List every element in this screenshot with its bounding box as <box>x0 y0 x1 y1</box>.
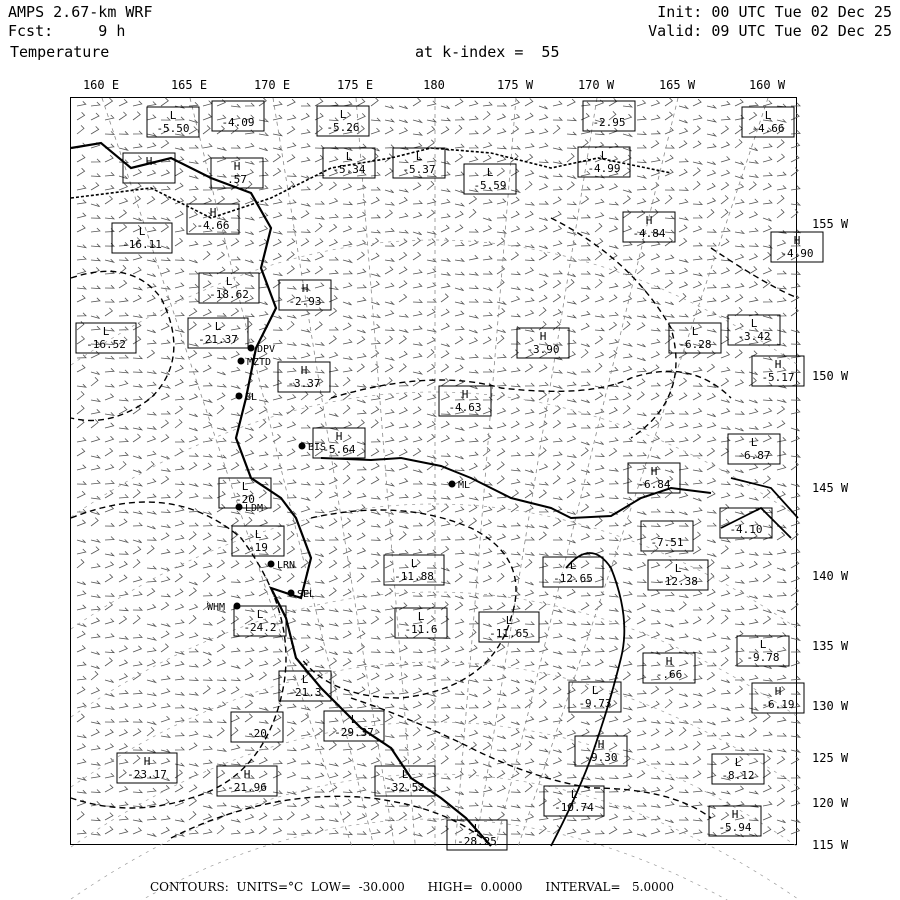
forecast-hour: Fcst: 9 h <box>8 22 126 40</box>
station-marker <box>236 393 243 400</box>
longitude-label: 170 W <box>577 78 615 92</box>
low-marker: L <box>256 608 264 621</box>
low-marker: L <box>734 756 742 769</box>
temperature-contour <box>171 796 491 846</box>
field-name: Temperature <box>10 43 110 61</box>
high-marker: H <box>461 388 469 401</box>
low-marker: L <box>401 768 409 781</box>
extremum-value: -28.25 <box>457 835 497 848</box>
extremum-value: -18.62 <box>209 288 249 301</box>
extremum-value: -9.78 <box>746 651 780 664</box>
longitude-label: 160 W <box>748 78 786 92</box>
extremum-value: -19 <box>248 541 268 554</box>
extremum-value: -4.09 <box>221 116 255 129</box>
extremum-value: -24.2 <box>243 621 277 634</box>
station-marker <box>238 358 245 365</box>
extremum-value: -9.30 <box>584 751 618 764</box>
station-label: BL <box>245 392 258 403</box>
extremum-value: -6.28 <box>678 338 712 351</box>
latitude-label: 155 W <box>812 217 849 231</box>
extremum-value: -5.34 <box>332 163 366 176</box>
latitude-arc <box>71 592 798 717</box>
level-label: at k-index = 55 <box>415 43 560 61</box>
extremum-value: -16.11 <box>122 238 162 251</box>
extremum-value: -8.12 <box>721 769 755 782</box>
longitude-label: 165 E <box>170 78 208 92</box>
extremum-value: -.66 <box>655 668 683 681</box>
extremum-value: -9.73 <box>578 697 612 710</box>
longitude-label: 175 W <box>496 78 534 92</box>
station-label: DPV <box>257 344 276 355</box>
map-panel <box>70 97 814 848</box>
extremum-value: -5.59 <box>473 179 507 192</box>
extremum-value: -21.3 <box>288 686 322 699</box>
meridian-line <box>518 98 771 846</box>
extremum-value: -2.93 <box>288 295 322 308</box>
station-label: LRN <box>277 560 296 571</box>
high-marker: H <box>539 330 547 343</box>
high-marker: H <box>143 755 151 768</box>
extremum-value: -12.38 <box>658 575 698 588</box>
station-label: SEL <box>297 589 316 600</box>
low-marker: L <box>254 528 262 541</box>
extremum-value: -3.42 <box>737 330 771 343</box>
high-marker: H <box>774 685 782 698</box>
low-marker: L <box>570 788 578 801</box>
high-marker: H <box>793 234 801 247</box>
extremum-value: -20 <box>247 727 267 740</box>
extremum-value: -5.94 <box>718 821 752 834</box>
low-marker: L <box>138 225 146 238</box>
low-marker: L <box>691 325 699 338</box>
latitude-label: 140 W <box>812 569 849 583</box>
low-marker: L <box>339 108 347 121</box>
extremum-value: -10.74 <box>554 801 594 814</box>
high-marker: H <box>301 282 309 295</box>
station-marker <box>248 345 255 352</box>
extremum-value: -4.10 <box>729 523 763 536</box>
high-marker: H <box>145 155 153 168</box>
extremum-value: -5.26 <box>326 121 360 134</box>
extremum-value: -2.95 <box>592 116 626 129</box>
high-marker: H <box>233 160 241 173</box>
low-marker: L <box>350 713 358 726</box>
low-marker: L <box>241 480 249 493</box>
low-marker: L <box>473 822 481 835</box>
extremum-value: -4.84 <box>632 227 666 240</box>
low-marker: L <box>214 320 222 333</box>
extremum-value: -7.51 <box>650 536 684 549</box>
low-marker: L <box>759 638 767 651</box>
extremum-value: -5.37 <box>402 163 436 176</box>
meridian-line <box>455 98 516 846</box>
latitude-label: 125 W <box>812 751 849 765</box>
extremum-value: -12.65 <box>553 572 593 585</box>
extremum-value: -16.52 <box>86 338 126 351</box>
latitude-label: 135 W <box>812 639 849 653</box>
latitude-label: 145 W <box>812 481 849 495</box>
extremum-value: -6.19 <box>761 698 795 711</box>
low-marker: L <box>102 325 110 338</box>
longitude-label: 160 E <box>82 78 120 92</box>
extremum-value: -23.17 <box>127 768 167 781</box>
low-marker: L <box>225 275 233 288</box>
low-marker: L <box>345 150 353 163</box>
extremum-value: -3.37 <box>287 377 321 390</box>
station-marker <box>268 561 275 568</box>
high-marker: H <box>335 430 343 443</box>
longitude-label: 180 <box>423 78 445 92</box>
extremum-value: -5.17 <box>761 371 795 384</box>
extremum-value: .57 <box>227 173 247 186</box>
high-marker: H <box>650 465 658 478</box>
extremum-value: -29.37 <box>334 726 374 739</box>
station-label: LDM <box>245 503 264 514</box>
extremum-value: -4.66 <box>751 122 785 135</box>
station-label: MZTD <box>247 357 272 368</box>
temperature-contour <box>301 510 516 698</box>
low-marker: L <box>486 166 494 179</box>
extremum-value: -11.6 <box>404 623 438 636</box>
latitude-label: 150 W <box>812 369 849 383</box>
init-time: Init: 00 UTC Tue 02 Dec 25 <box>657 3 892 21</box>
station-label: ML <box>458 480 471 491</box>
extremum-value: -4.66 <box>196 219 230 232</box>
contour-info: CONTOURS: UNITS=°C LOW= -30.000 HIGH= 0.0000 INTERVAL= 5.0000 <box>150 880 674 894</box>
low-marker: L <box>301 673 309 686</box>
low-marker: L <box>750 317 758 330</box>
wind-barbs <box>77 98 800 837</box>
longitude-label: 170 E <box>253 78 291 92</box>
low-marker: L <box>600 149 608 162</box>
latitude-label: 120 W <box>812 796 849 810</box>
latitude-label: 115 W <box>812 838 849 852</box>
valid-time: Valid: 09 UTC Tue 02 Dec 25 <box>648 22 892 40</box>
temperature-map <box>71 98 814 848</box>
longitude-label: 175 E <box>336 78 374 92</box>
low-marker: L <box>417 610 425 623</box>
model-title: AMPS 2.67-km WRF <box>8 3 153 21</box>
latitude-label: 130 W <box>812 699 849 713</box>
extremum-value: -6.87 <box>737 449 771 462</box>
station-marker <box>288 590 295 597</box>
extremum-value: -21.37 <box>198 333 238 346</box>
high-marker: H <box>597 738 605 751</box>
high-marker: H <box>209 206 217 219</box>
station-label: BIS <box>308 442 327 453</box>
extremum-value: -5.50 <box>156 122 190 135</box>
high-marker: H <box>774 358 782 371</box>
extremum-value: -5.64 <box>322 443 356 456</box>
low-marker: L <box>169 109 177 122</box>
low-marker: L <box>674 562 682 575</box>
low-marker: L <box>750 436 758 449</box>
low-marker: L <box>764 109 772 122</box>
low-marker: L <box>415 150 423 163</box>
station-marker <box>449 481 456 488</box>
station-marker <box>299 443 306 450</box>
station-label: WHM <box>207 602 226 613</box>
extremum-value: -11.65 <box>489 627 529 640</box>
high-marker: H <box>645 214 653 227</box>
extremum-value: -4.63 <box>448 401 482 414</box>
extremum-value: -4.99 <box>587 162 621 175</box>
low-marker: L <box>591 684 599 697</box>
low-marker: L <box>569 559 577 572</box>
high-marker: H <box>731 808 739 821</box>
longitude-label: 165 W <box>658 78 696 92</box>
low-marker: L <box>505 614 513 627</box>
extremum-value: -21.96 <box>227 781 267 794</box>
extremum-value: -11.88 <box>394 570 434 583</box>
extremum-value: -4.90 <box>780 247 814 260</box>
extremum-value: -3.90 <box>526 343 560 356</box>
extremum-value: -6.84 <box>637 478 671 491</box>
low-marker: L <box>410 557 418 570</box>
high-marker: H <box>243 768 251 781</box>
extremum-value: -20 <box>235 493 255 506</box>
extremum-value: -32.52 <box>385 781 425 794</box>
high-marker: H <box>300 364 308 377</box>
high-marker: H <box>665 655 673 668</box>
